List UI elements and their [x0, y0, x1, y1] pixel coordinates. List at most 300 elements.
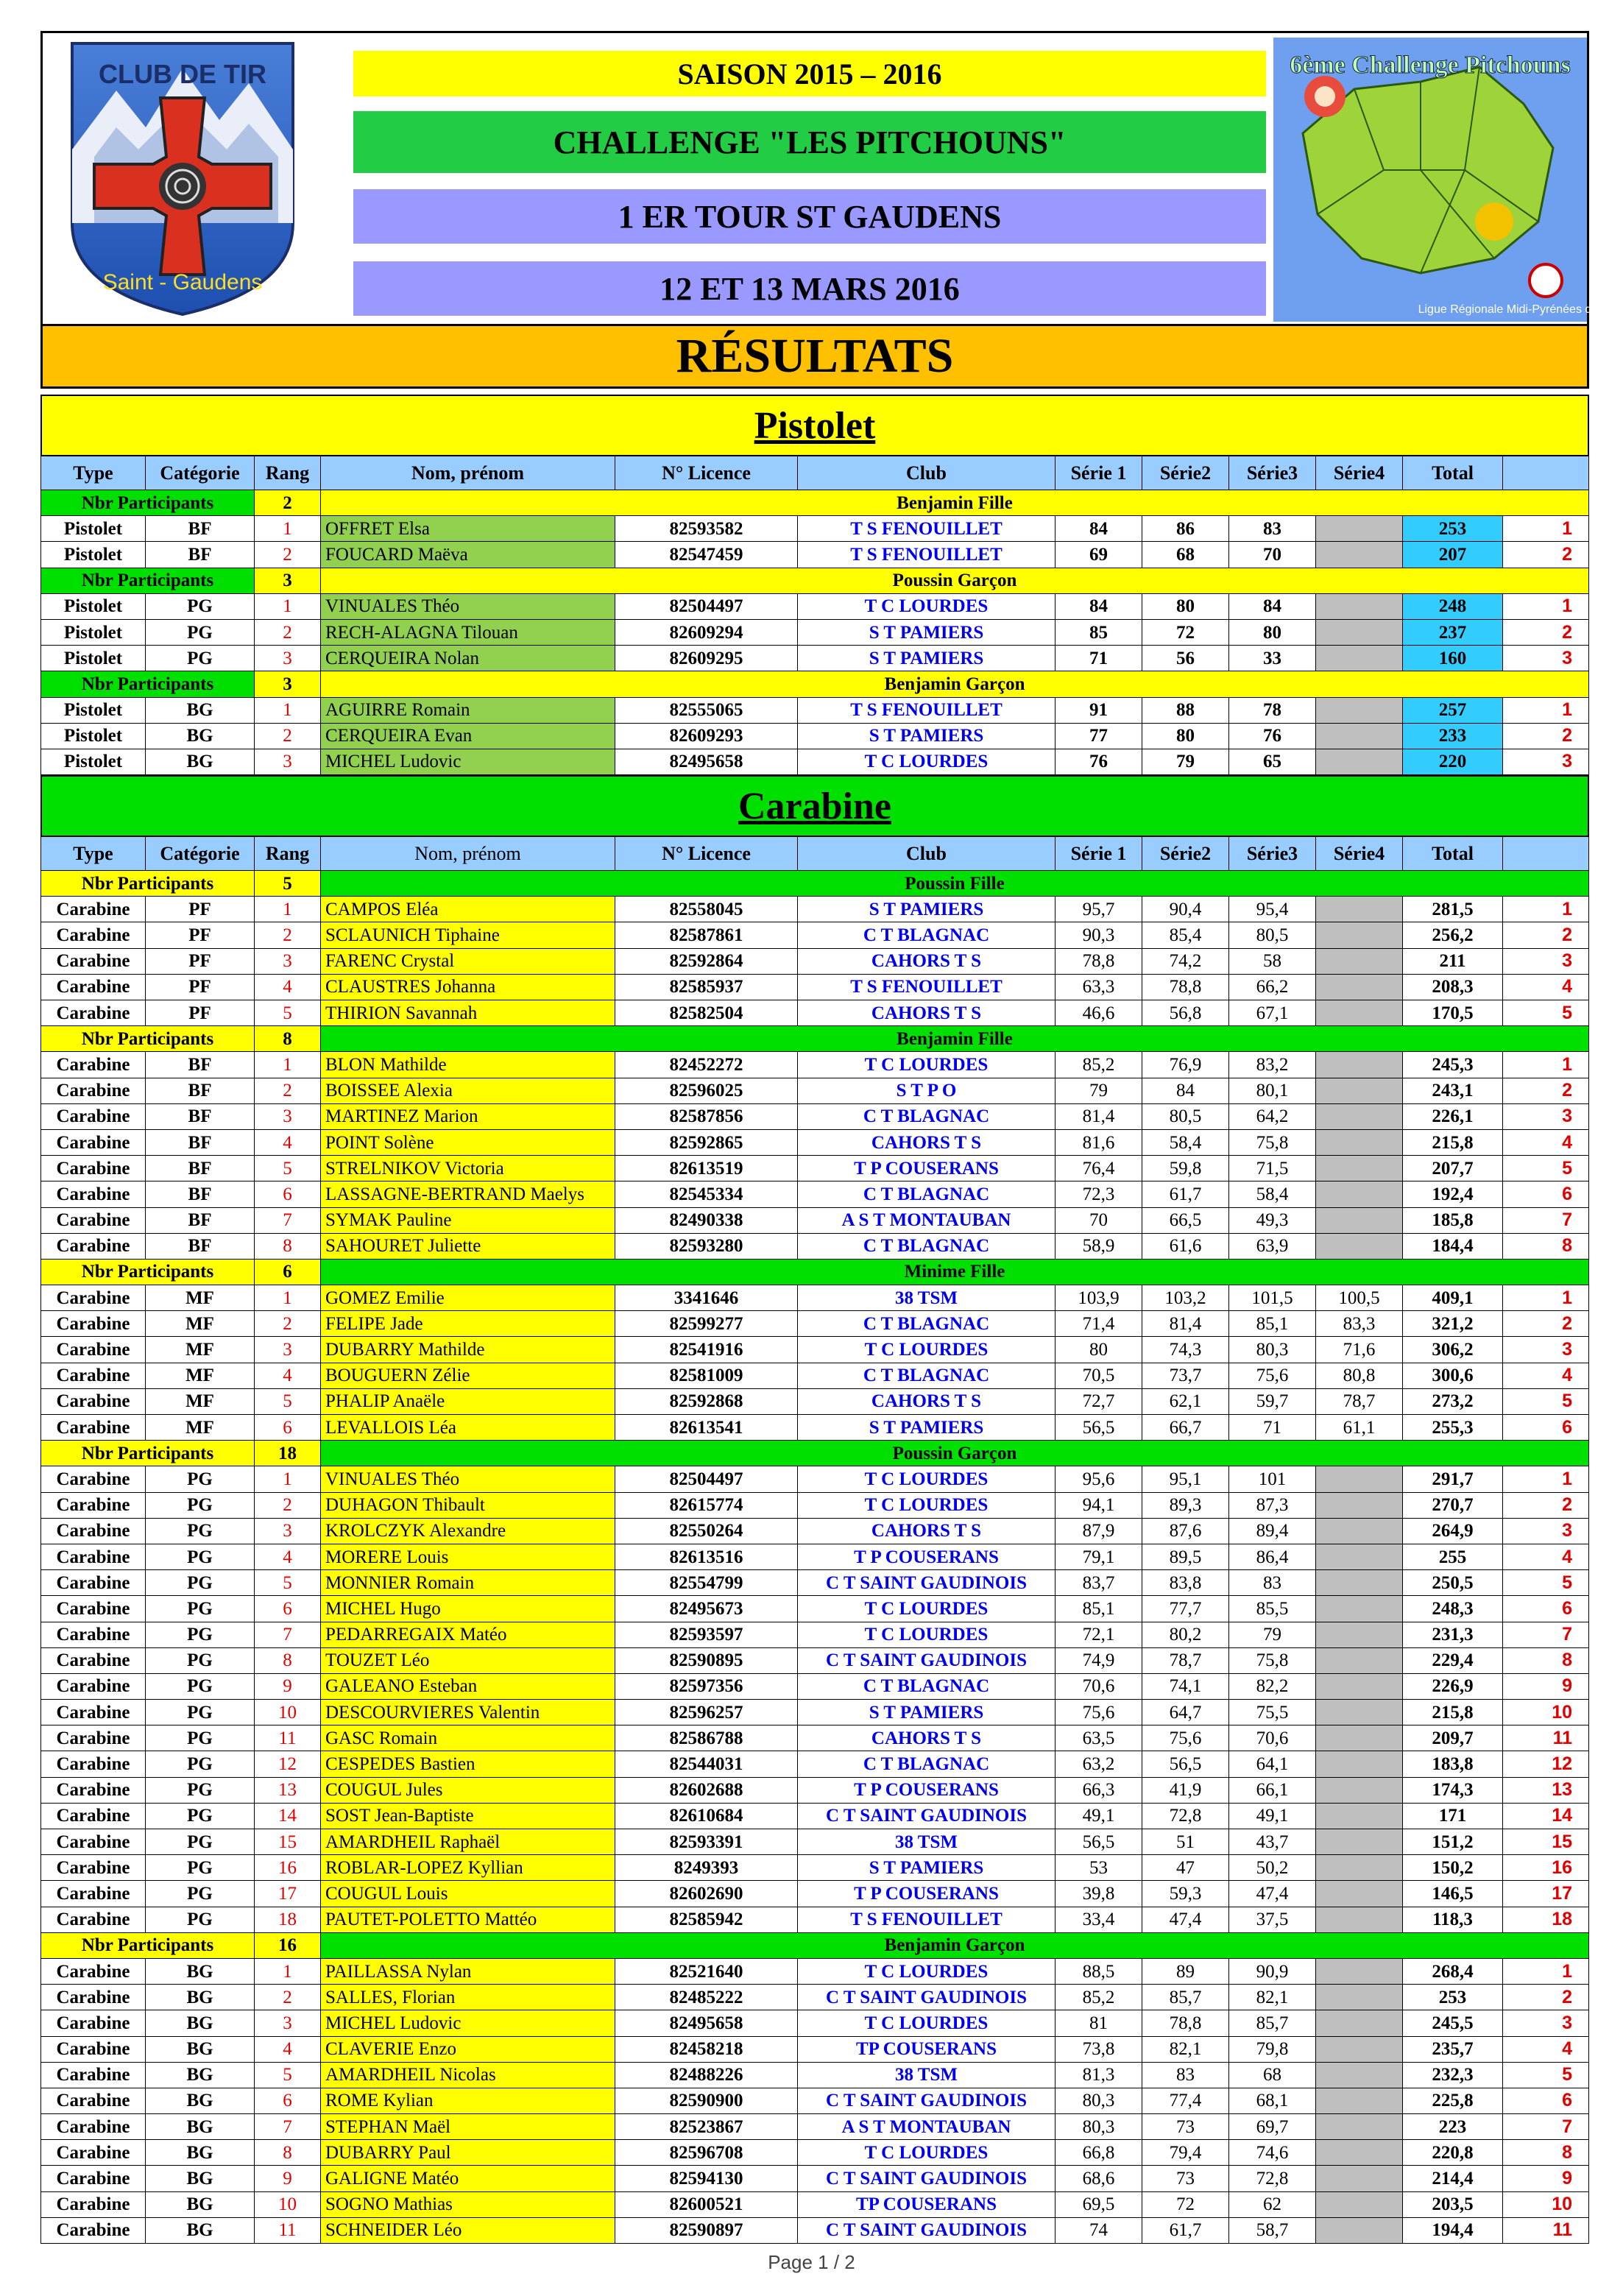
cell-categorie: BG	[145, 749, 254, 774]
cell-club: 38 TSM	[797, 2063, 1055, 2088]
cell-s2: 83,8	[1142, 1570, 1228, 1595]
cell-rang: 10	[254, 1700, 320, 1725]
cell-s4	[1315, 2063, 1402, 2088]
table-row	[40, 1389, 1589, 1415]
cell-categorie: BF	[145, 1234, 254, 1259]
rank-marker: 18	[1502, 1907, 1589, 1932]
rank-marker: 1	[1502, 1959, 1589, 1984]
table-row	[40, 1493, 1589, 1519]
cell-s1: 79	[1055, 1078, 1142, 1103]
cell-licence: 82600521	[615, 2192, 797, 2217]
cell-categorie: BF	[145, 542, 254, 567]
rank-marker: 1	[1502, 516, 1589, 541]
cell-nom: ROBLAR-LOPEZ Kyllian	[320, 1855, 615, 1880]
challenge-title: CHALLENGE "LES PITCHOUNS"	[353, 111, 1266, 173]
table-row	[40, 1285, 1589, 1311]
cell-s4	[1315, 516, 1402, 541]
group-header-row	[40, 871, 1589, 897]
cell-total: 223	[1402, 2114, 1502, 2139]
cell-licence: 82590900	[615, 2088, 797, 2113]
cell-s1: 71,4	[1055, 1311, 1142, 1336]
table-row	[40, 1337, 1589, 1363]
club-de-tir-logo	[65, 39, 300, 317]
cell-total: 321,2	[1402, 1311, 1502, 1336]
cell-s1: 95,6	[1055, 1466, 1142, 1491]
cell-rang: 2	[254, 1985, 320, 2010]
cell-licence: 8249393	[615, 1855, 797, 1880]
cell-s3: 37,5	[1228, 1907, 1315, 1932]
table-row	[40, 1751, 1589, 1777]
cell-type: Carabine	[40, 1648, 145, 1673]
cell-type: Carabine	[40, 1052, 145, 1077]
cell-s4	[1315, 1596, 1402, 1621]
cell-total: 184,4	[1402, 1234, 1502, 1259]
cell-categorie: BF	[145, 1052, 254, 1077]
cell-type: Carabine	[40, 1985, 145, 2010]
cell-s4	[1315, 620, 1402, 645]
cell-type: Carabine	[40, 949, 145, 974]
cell-s1: 85,1	[1055, 1596, 1142, 1621]
cell-rang: 3	[254, 646, 320, 671]
cell-total: 208,3	[1402, 975, 1502, 1000]
cell-club: 38 TSM	[797, 1285, 1055, 1310]
cell-total: 245,3	[1402, 1052, 1502, 1077]
cell-s3: 63,9	[1228, 1234, 1315, 1259]
cell-categorie: BF	[145, 1078, 254, 1103]
table-row	[40, 949, 1589, 975]
table-row	[40, 1156, 1589, 1181]
cell-licence: 82452272	[615, 1052, 797, 1077]
table-row	[40, 1130, 1589, 1156]
table-row	[40, 542, 1589, 568]
cell-rang: 1	[254, 516, 320, 541]
cell-s3: 83	[1228, 516, 1315, 541]
cell-s1: 78,8	[1055, 949, 1142, 974]
cell-s1: 84	[1055, 594, 1142, 619]
cell-s1: 63,2	[1055, 1751, 1142, 1776]
table-row	[40, 1855, 1589, 1881]
cell-nom: MORERE Louis	[320, 1544, 615, 1569]
cell-nom: DUBARRY Mathilde	[320, 1337, 615, 1362]
cell-type: Carabine	[40, 1337, 145, 1362]
cell-s2: 80,5	[1142, 1104, 1228, 1129]
cell-total: 253	[1402, 516, 1502, 541]
date-title: 12 ET 13 MARS 2016	[353, 261, 1266, 316]
cell-type: Carabine	[40, 1596, 145, 1621]
cell-s4	[1315, 1725, 1402, 1751]
cell-rang: 2	[254, 922, 320, 947]
cell-licence: 82587861	[615, 922, 797, 947]
cell-rang: 4	[254, 2037, 320, 2062]
cell-categorie: BG	[145, 2140, 254, 2165]
cell-s3: 67,1	[1228, 1000, 1315, 1025]
cell-s1: 70	[1055, 1208, 1142, 1233]
cell-type: Carabine	[40, 1570, 145, 1595]
cell-total: 248,3	[1402, 1596, 1502, 1621]
cell-licence: 82555065	[615, 698, 797, 723]
cell-s1: 33,4	[1055, 1907, 1142, 1932]
table-row	[40, 1725, 1589, 1751]
cell-rang: 4	[254, 1363, 320, 1388]
cell-type: Carabine	[40, 1881, 145, 1906]
cell-nom: COUGUL Jules	[320, 1778, 615, 1803]
tour-title: 1 ER TOUR ST GAUDENS	[353, 189, 1266, 244]
cell-s4	[1315, 1829, 1402, 1854]
cell-categorie: PG	[145, 1466, 254, 1491]
table-row	[40, 698, 1589, 724]
cell-categorie: PG	[145, 1674, 254, 1699]
cell-licence: 82609294	[615, 620, 797, 645]
cell-s4	[1315, 1881, 1402, 1906]
cell-s2: 41,9	[1142, 1778, 1228, 1803]
column-header-s2: Série2	[1142, 837, 1228, 870]
cell-type: Carabine	[40, 1622, 145, 1647]
cell-categorie: PF	[145, 975, 254, 1000]
participants-label: Nbr Participants	[40, 671, 254, 696]
cell-rang: 7	[254, 1208, 320, 1233]
rank-marker: 9	[1502, 1674, 1589, 1699]
cell-club: S T PAMIERS	[797, 724, 1055, 749]
cell-s4	[1315, 1622, 1402, 1647]
cell-categorie: MF	[145, 1389, 254, 1414]
cell-s4	[1315, 1804, 1402, 1829]
table-row	[40, 1052, 1589, 1078]
section-title: Pistolet	[40, 395, 1589, 456]
cell-nom: FOUCARD Maëva	[320, 542, 615, 567]
cell-nom: LASSAGNE-BERTRAND Maelys	[320, 1181, 615, 1207]
cell-licence: 82490338	[615, 1208, 797, 1233]
cell-s1: 80	[1055, 1337, 1142, 1362]
cell-licence: 82613541	[615, 1415, 797, 1440]
table-row	[40, 1466, 1589, 1492]
cell-rang: 7	[254, 2114, 320, 2139]
cell-rang: 5	[254, 1000, 320, 1025]
cell-s2: 73	[1142, 2166, 1228, 2191]
participants-label: Nbr Participants	[40, 1026, 254, 1051]
cell-s3: 75,6	[1228, 1363, 1315, 1388]
cell-rang: 8	[254, 1648, 320, 1673]
cell-club: 38 TSM	[797, 1829, 1055, 1854]
cell-total: 253	[1402, 1985, 1502, 2010]
cell-type: Carabine	[40, 1181, 145, 1207]
cell-s1: 72,1	[1055, 1622, 1142, 1647]
table-row	[40, 2218, 1589, 2244]
table-row	[40, 2140, 1589, 2166]
participants-count: 16	[254, 1933, 320, 1958]
cell-categorie: PG	[145, 1570, 254, 1595]
cell-s3: 68	[1228, 2063, 1315, 2088]
cell-categorie: BF	[145, 1130, 254, 1155]
cell-type: Carabine	[40, 2166, 145, 2191]
column-header-rang: Rang	[254, 837, 320, 870]
cell-rang: 5	[254, 1389, 320, 1414]
cell-s1: 56,5	[1055, 1829, 1142, 1854]
cell-categorie: MF	[145, 1311, 254, 1336]
cell-type: Carabine	[40, 1389, 145, 1414]
cell-categorie: PG	[145, 1596, 254, 1621]
cell-licence: 82592868	[615, 1389, 797, 1414]
cell-licence: 82545334	[615, 1181, 797, 1207]
cell-total: 150,2	[1402, 1855, 1502, 1880]
cell-licence: 82610684	[615, 1804, 797, 1829]
cell-s1: 83,7	[1055, 1570, 1142, 1595]
cell-categorie: PG	[145, 1855, 254, 1880]
cell-club: S T P O	[797, 1078, 1055, 1103]
cell-nom: GOMEZ Emilie	[320, 1285, 615, 1310]
cell-nom: MICHEL Ludovic	[320, 2010, 615, 2035]
cell-s3: 58	[1228, 949, 1315, 974]
rank-marker: 11	[1502, 1725, 1589, 1751]
rank-marker: 13	[1502, 1778, 1589, 1803]
cell-total: 268,4	[1402, 1959, 1502, 1984]
cell-s2: 73	[1142, 2114, 1228, 2139]
cell-club: C T BLAGNAC	[797, 1181, 1055, 1207]
rank-marker: 2	[1502, 1985, 1589, 2010]
cell-s3: 43,7	[1228, 1829, 1315, 1854]
cell-licence: 82592865	[615, 1130, 797, 1155]
cell-type: Carabine	[40, 1285, 145, 1310]
cell-s3: 85,5	[1228, 1596, 1315, 1621]
cell-rang: 1	[254, 1052, 320, 1077]
page-number: Page 1 / 2	[768, 2251, 855, 2273]
cell-s1: 72,3	[1055, 1181, 1142, 1207]
cell-rang: 7	[254, 1622, 320, 1647]
cell-s4	[1315, 1130, 1402, 1155]
table-row	[40, 2037, 1589, 2063]
rank-marker: 2	[1502, 620, 1589, 645]
cell-total: 220	[1402, 749, 1502, 774]
category-label: Minime Fille	[320, 1260, 1589, 1285]
cell-rang: 5	[254, 1156, 320, 1181]
cell-categorie: PG	[145, 594, 254, 619]
table-row	[40, 1596, 1589, 1622]
cell-nom: SAHOURET Juliette	[320, 1234, 615, 1259]
rank-marker: 4	[1502, 975, 1589, 1000]
cell-s4	[1315, 897, 1402, 922]
cell-nom: POINT Solène	[320, 1130, 615, 1155]
cell-club: A S T MONTAUBAN	[797, 2114, 1055, 2139]
table-row	[40, 1234, 1589, 1260]
cell-s2: 88	[1142, 698, 1228, 723]
cell-type: Carabine	[40, 1104, 145, 1129]
cell-categorie: PG	[145, 1519, 254, 1544]
cell-categorie: PF	[145, 1000, 254, 1025]
cell-nom: THIRION Savannah	[320, 1000, 615, 1025]
cell-s4	[1315, 1519, 1402, 1544]
cell-categorie: BG	[145, 2037, 254, 2062]
rank-marker: 2	[1502, 1493, 1589, 1518]
cell-licence: 82504497	[615, 1466, 797, 1491]
cell-s1: 71	[1055, 646, 1142, 671]
cell-licence: 82587856	[615, 1104, 797, 1129]
cell-s2: 85,7	[1142, 1985, 1228, 2010]
table-row	[40, 2063, 1589, 2088]
cell-type: Carabine	[40, 1829, 145, 1854]
cell-s3: 83	[1228, 1570, 1315, 1595]
cell-s1: 80,3	[1055, 2088, 1142, 2113]
cell-total: 281,5	[1402, 897, 1502, 922]
cell-club: T C LOURDES	[797, 1596, 1055, 1621]
cell-s4	[1315, 2088, 1402, 2113]
cell-s1: 68,6	[1055, 2166, 1142, 2191]
cell-s3: 89,4	[1228, 1519, 1315, 1544]
table-row	[40, 646, 1589, 671]
cell-s3: 64,2	[1228, 1104, 1315, 1129]
cell-s4	[1315, 724, 1402, 749]
cell-total: 170,5	[1402, 1000, 1502, 1025]
table-row	[40, 1700, 1589, 1725]
cell-total: 220,8	[1402, 2140, 1502, 2165]
cell-club: T C LOURDES	[797, 1337, 1055, 1362]
cell-s3: 70,6	[1228, 1725, 1315, 1751]
cell-type: Carabine	[40, 2037, 145, 2062]
cell-s3: 79	[1228, 1622, 1315, 1647]
cell-categorie: BG	[145, 2010, 254, 2035]
table-row	[40, 1208, 1589, 1234]
cell-s2: 72	[1142, 2192, 1228, 2217]
participants-label: Nbr Participants	[40, 1260, 254, 1285]
participants-count: 3	[254, 568, 320, 593]
cell-s3: 80	[1228, 620, 1315, 645]
cell-total: 207	[1402, 542, 1502, 567]
cell-nom: RECH-ALAGNA Tilouan	[320, 620, 615, 645]
cell-licence: 82495658	[615, 749, 797, 774]
cell-licence: 82585937	[615, 975, 797, 1000]
cell-s3: 58,4	[1228, 1181, 1315, 1207]
cell-s2: 76,9	[1142, 1052, 1228, 1077]
cell-categorie: BF	[145, 1208, 254, 1233]
participants-count: 3	[254, 671, 320, 696]
cell-licence: 82609295	[615, 646, 797, 671]
cell-licence: 82599277	[615, 1311, 797, 1336]
table-row	[40, 1311, 1589, 1337]
column-header-nom: Nom, prénom	[320, 837, 615, 870]
column-header-total: Total	[1402, 837, 1502, 870]
cell-licence: 82541916	[615, 1337, 797, 1362]
cell-s4	[1315, 1907, 1402, 1932]
cell-s2: 47,4	[1142, 1907, 1228, 1932]
cell-nom: BOISSEE Alexia	[320, 1078, 615, 1103]
cell-nom: GALIGNE Matéo	[320, 2166, 615, 2191]
category-label: Benjamin Fille	[320, 1026, 1589, 1051]
cell-licence: 82458218	[615, 2037, 797, 2062]
cell-type: Pistolet	[40, 698, 145, 723]
cell-nom: BOUGUERN Zélie	[320, 1363, 615, 1388]
cell-s4	[1315, 542, 1402, 567]
cell-type: Carabine	[40, 1234, 145, 1259]
cell-s2: 56,8	[1142, 1000, 1228, 1025]
cell-licence: 82581009	[615, 1363, 797, 1388]
cell-s2: 74,2	[1142, 949, 1228, 974]
cell-licence: 82558045	[615, 897, 797, 922]
section-title: Carabine	[40, 775, 1589, 837]
cell-nom: VINUALES Théo	[320, 1466, 615, 1491]
cell-nom: CERQUEIRA Nolan	[320, 646, 615, 671]
table-row	[40, 2114, 1589, 2140]
rank-marker: 5	[1502, 1000, 1589, 1025]
challenge-pitchouns-logo	[1273, 38, 1615, 322]
cell-categorie: PG	[145, 1829, 254, 1854]
cell-rang: 2	[254, 542, 320, 567]
cell-s2: 72	[1142, 620, 1228, 645]
cell-rang: 2	[254, 724, 320, 749]
cell-type: Pistolet	[40, 594, 145, 619]
rank-marker: 5	[1502, 1570, 1589, 1595]
cell-categorie: PF	[145, 949, 254, 974]
cell-licence: 3341646	[615, 1285, 797, 1310]
cell-s1: 72,7	[1055, 1389, 1142, 1414]
cell-nom: CESPEDES Bastien	[320, 1751, 615, 1776]
cell-categorie: BG	[145, 2192, 254, 2217]
cell-s4	[1315, 1751, 1402, 1776]
cell-nom: MICHEL Ludovic	[320, 749, 615, 774]
cell-club: CAHORS T S	[797, 1725, 1055, 1751]
cell-licence: 82593582	[615, 516, 797, 541]
cell-categorie: BG	[145, 2166, 254, 2191]
cell-s4	[1315, 2010, 1402, 2035]
column-header-s1: Série 1	[1055, 456, 1142, 490]
cell-categorie: PF	[145, 922, 254, 947]
cell-club: T C LOURDES	[797, 1052, 1055, 1077]
cell-type: Carabine	[40, 1855, 145, 1880]
cell-nom: SOST Jean-Baptiste	[320, 1804, 615, 1829]
cell-s4: 61,1	[1315, 1415, 1402, 1440]
cell-total: 243,1	[1402, 1078, 1502, 1103]
cell-total: 226,1	[1402, 1104, 1502, 1129]
cell-s1: 80,3	[1055, 2114, 1142, 2139]
cell-type: Carabine	[40, 1311, 145, 1336]
cell-rang: 2	[254, 1311, 320, 1336]
cell-club: TP COUSERANS	[797, 2192, 1055, 2217]
cell-total: 300,6	[1402, 1363, 1502, 1388]
cell-s1: 76	[1055, 749, 1142, 774]
category-label: Benjamin Fille	[320, 490, 1589, 515]
group-header-row	[40, 490, 1589, 516]
cell-total: 226,9	[1402, 1674, 1502, 1699]
table-row	[40, 1519, 1589, 1544]
cell-s3: 79,8	[1228, 2037, 1315, 2062]
cell-nom: KROLCZYK Alexandre	[320, 1519, 615, 1544]
cell-licence: 82613519	[615, 1156, 797, 1181]
cell-s4	[1315, 749, 1402, 774]
cell-s2: 68	[1142, 542, 1228, 567]
table-row	[40, 1959, 1589, 1985]
cell-s1: 85,2	[1055, 1985, 1142, 2010]
cell-type: Carabine	[40, 1493, 145, 1518]
cell-s1: 81,4	[1055, 1104, 1142, 1129]
season-title: SAISON 2015 – 2016	[353, 51, 1266, 96]
cell-type: Carabine	[40, 1959, 145, 1984]
cell-s4	[1315, 1104, 1402, 1129]
cell-s2: 103,2	[1142, 1285, 1228, 1310]
cell-s2: 56	[1142, 646, 1228, 671]
cell-type: Carabine	[40, 1519, 145, 1544]
cell-club: CAHORS T S	[797, 1000, 1055, 1025]
rank-marker: 11	[1502, 2218, 1589, 2243]
cell-s3: 33	[1228, 646, 1315, 671]
cell-s2: 79	[1142, 749, 1228, 774]
cell-s1: 56,5	[1055, 1415, 1142, 1440]
cell-s1: 103,9	[1055, 1285, 1142, 1310]
cell-categorie: BG	[145, 1985, 254, 2010]
cell-s3: 47,4	[1228, 1881, 1315, 1906]
cell-s3: 85,7	[1228, 2010, 1315, 2035]
cell-club: S T PAMIERS	[797, 897, 1055, 922]
cell-s4: 78,7	[1315, 1389, 1402, 1414]
cell-rang: 16	[254, 1855, 320, 1880]
table-row	[40, 749, 1589, 775]
cell-s4	[1315, 2218, 1402, 2243]
